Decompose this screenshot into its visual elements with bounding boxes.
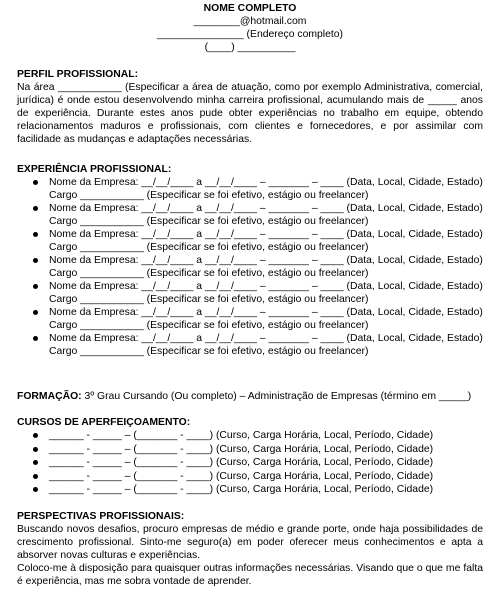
courses-list (17, 429, 483, 497)
bullet-icon (33, 180, 38, 185)
experience-list (17, 176, 483, 358)
bullet-icon (33, 232, 38, 237)
course-line: ______ - _____ – (_______ - ____) (Curso, Carga Horária, Local, Período, Cidade) (49, 484, 434, 495)
experience-role-line: Cargo ___________ (Especificar se foi efetivo, estágio ou freelancer) (49, 268, 369, 279)
list-item (17, 456, 483, 470)
bullet-icon (33, 258, 38, 263)
experience-role-line: Cargo ___________ (Especificar se foi efetivo, estágio ou freelancer) (49, 294, 369, 305)
bullet-icon (33, 433, 38, 438)
experience-role-line: Cargo ___________ (Especificar se foi efetivo, estágio ou freelancer) (49, 242, 369, 253)
experience-company-line: Nome da Empresa: __/__/____ a __/__/____ – _______ – ____ (Data, Local, Cidade, Estado) (49, 229, 483, 240)
courses-title: CURSOS DE APERFEIÇOAMENTO: (17, 417, 191, 428)
profile-title: PERFIL PROFISSIONAL: (17, 69, 139, 80)
experience-role-line: Cargo ___________ (Especificar se foi efetivo, estágio ou freelancer) (49, 190, 369, 201)
full-name: NOME COMPLETO (203, 3, 297, 14)
list-item (17, 254, 483, 280)
list-item (17, 483, 483, 497)
bullet-icon (33, 206, 38, 211)
list-item (17, 228, 483, 254)
perspectives-paragraph-1: Buscando novos desafios, procuro empresas de médio e grande porte, onde haja possibilidades de crescimento profissional. Sinto-me seguro(a) em poder oferecer meus conhecimentos e apta a absorver novas culturas e experiências. (17, 524, 483, 561)
experience-role-line: Cargo ___________ (Especificar se foi efetivo, estágio ou freelancer) (49, 320, 369, 331)
education-title: FORMAÇÃO: (17, 391, 82, 402)
list-item (17, 443, 483, 457)
bullet-icon (33, 474, 38, 479)
list-item (17, 306, 483, 332)
perspectives-paragraph-2: Coloco-me à disposição para quaisquer outras informações necessárias. Visando que o que me falta é experiência, mas me sobra vontade de aprender. (17, 563, 483, 587)
bullet-icon (33, 447, 38, 452)
list-item (17, 429, 483, 443)
courses-section (17, 416, 483, 497)
experience-company-line: Nome da Empresa: __/__/____ a __/__/____ – _______ – ____ (Data, Local, Cidade, Estado) (49, 255, 483, 266)
list-item (17, 280, 483, 306)
bullet-icon (33, 284, 38, 289)
experience-company-line: Nome da Empresa: __/__/____ a __/__/____ – _______ – ____ (Data, Local, Cidade, Estado) (49, 177, 483, 188)
perspectives-section (17, 510, 483, 588)
bullet-icon (33, 336, 38, 341)
experience-company-line: Nome da Empresa: __/__/____ a __/__/____ – _______ – ____ (Data, Local, Cidade, Estado) (49, 333, 483, 344)
profile-text: Na área ___________ (Especificar a área de atuação, como por exemplo Administrativa, comercial, jurídica) é onde estou desenvolvendo minha carreira profissional, acumulando mais de _____ anos de experiência. Durante estes anos pude obter experiências no trabalho em equipe, obtendo relacionamentos maduros e profissionais, com clientes e fornecedores, e por assimilar com facilidade as mudanças e adaptações necessárias. (17, 82, 483, 145)
phone-line: (____) __________ (204, 42, 296, 53)
bullet-icon (33, 460, 38, 465)
bullet-icon (33, 487, 38, 492)
experience-section (17, 163, 483, 358)
list-item (17, 332, 483, 358)
list-item (17, 176, 483, 202)
perspectives-title: PERSPECTIVAS PROFISSIONAIS: (17, 511, 185, 522)
course-line: ______ - _____ – (_______ - ____) (Curso, Carga Horária, Local, Período, Cidade) (49, 470, 434, 482)
experience-company-line: Nome da Empresa: __/__/____ a __/__/____ – _______ – ____ (Data, Local, Cidade, Estado) (49, 203, 483, 214)
experience-company-line: Nome da Empresa: __/__/____ a __/__/____ – _______ – ____ (Data, Local, Cidade, Estado) (49, 281, 483, 292)
list-item (17, 470, 483, 484)
address-line: _______________ (Endereço completo) (156, 29, 344, 40)
course-line: ______ - _____ – (_______ - ____) (Curso, Carga Horária, Local, Período, Cidade) (49, 443, 434, 455)
experience-role-line: Cargo ___________ (Especificar se foi efetivo, estágio ou freelancer) (49, 216, 369, 227)
education-section (17, 390, 483, 403)
list-item (17, 202, 483, 228)
course-line: ______ - _____ – (_______ - ____) (Curso, Carga Horária, Local, Período, Cidade) (49, 457, 434, 468)
experience-title: EXPERIÊNCIA PROFISSIONAL: (17, 164, 172, 175)
profile-section (17, 68, 483, 146)
education-text: 3º Grau Cursando (Ou completo) – Administração de Empresas (término em _____) (81, 391, 472, 402)
experience-role-line: Cargo ___________ (Especificar se foi efetivo, estágio ou freelancer) (49, 346, 369, 357)
experience-company-line: Nome da Empresa: __/__/____ a __/__/____ – _______ – ____ (Data, Local, Cidade, Estado) (49, 307, 483, 318)
email-line: ________@hotmail.com (193, 16, 307, 27)
bullet-icon (33, 310, 38, 315)
resume-header (0, 0, 500, 54)
course-line: ______ - _____ – (_______ - ____) (Curso, Carga Horária, Local, Período, Cidade) (49, 430, 434, 441)
